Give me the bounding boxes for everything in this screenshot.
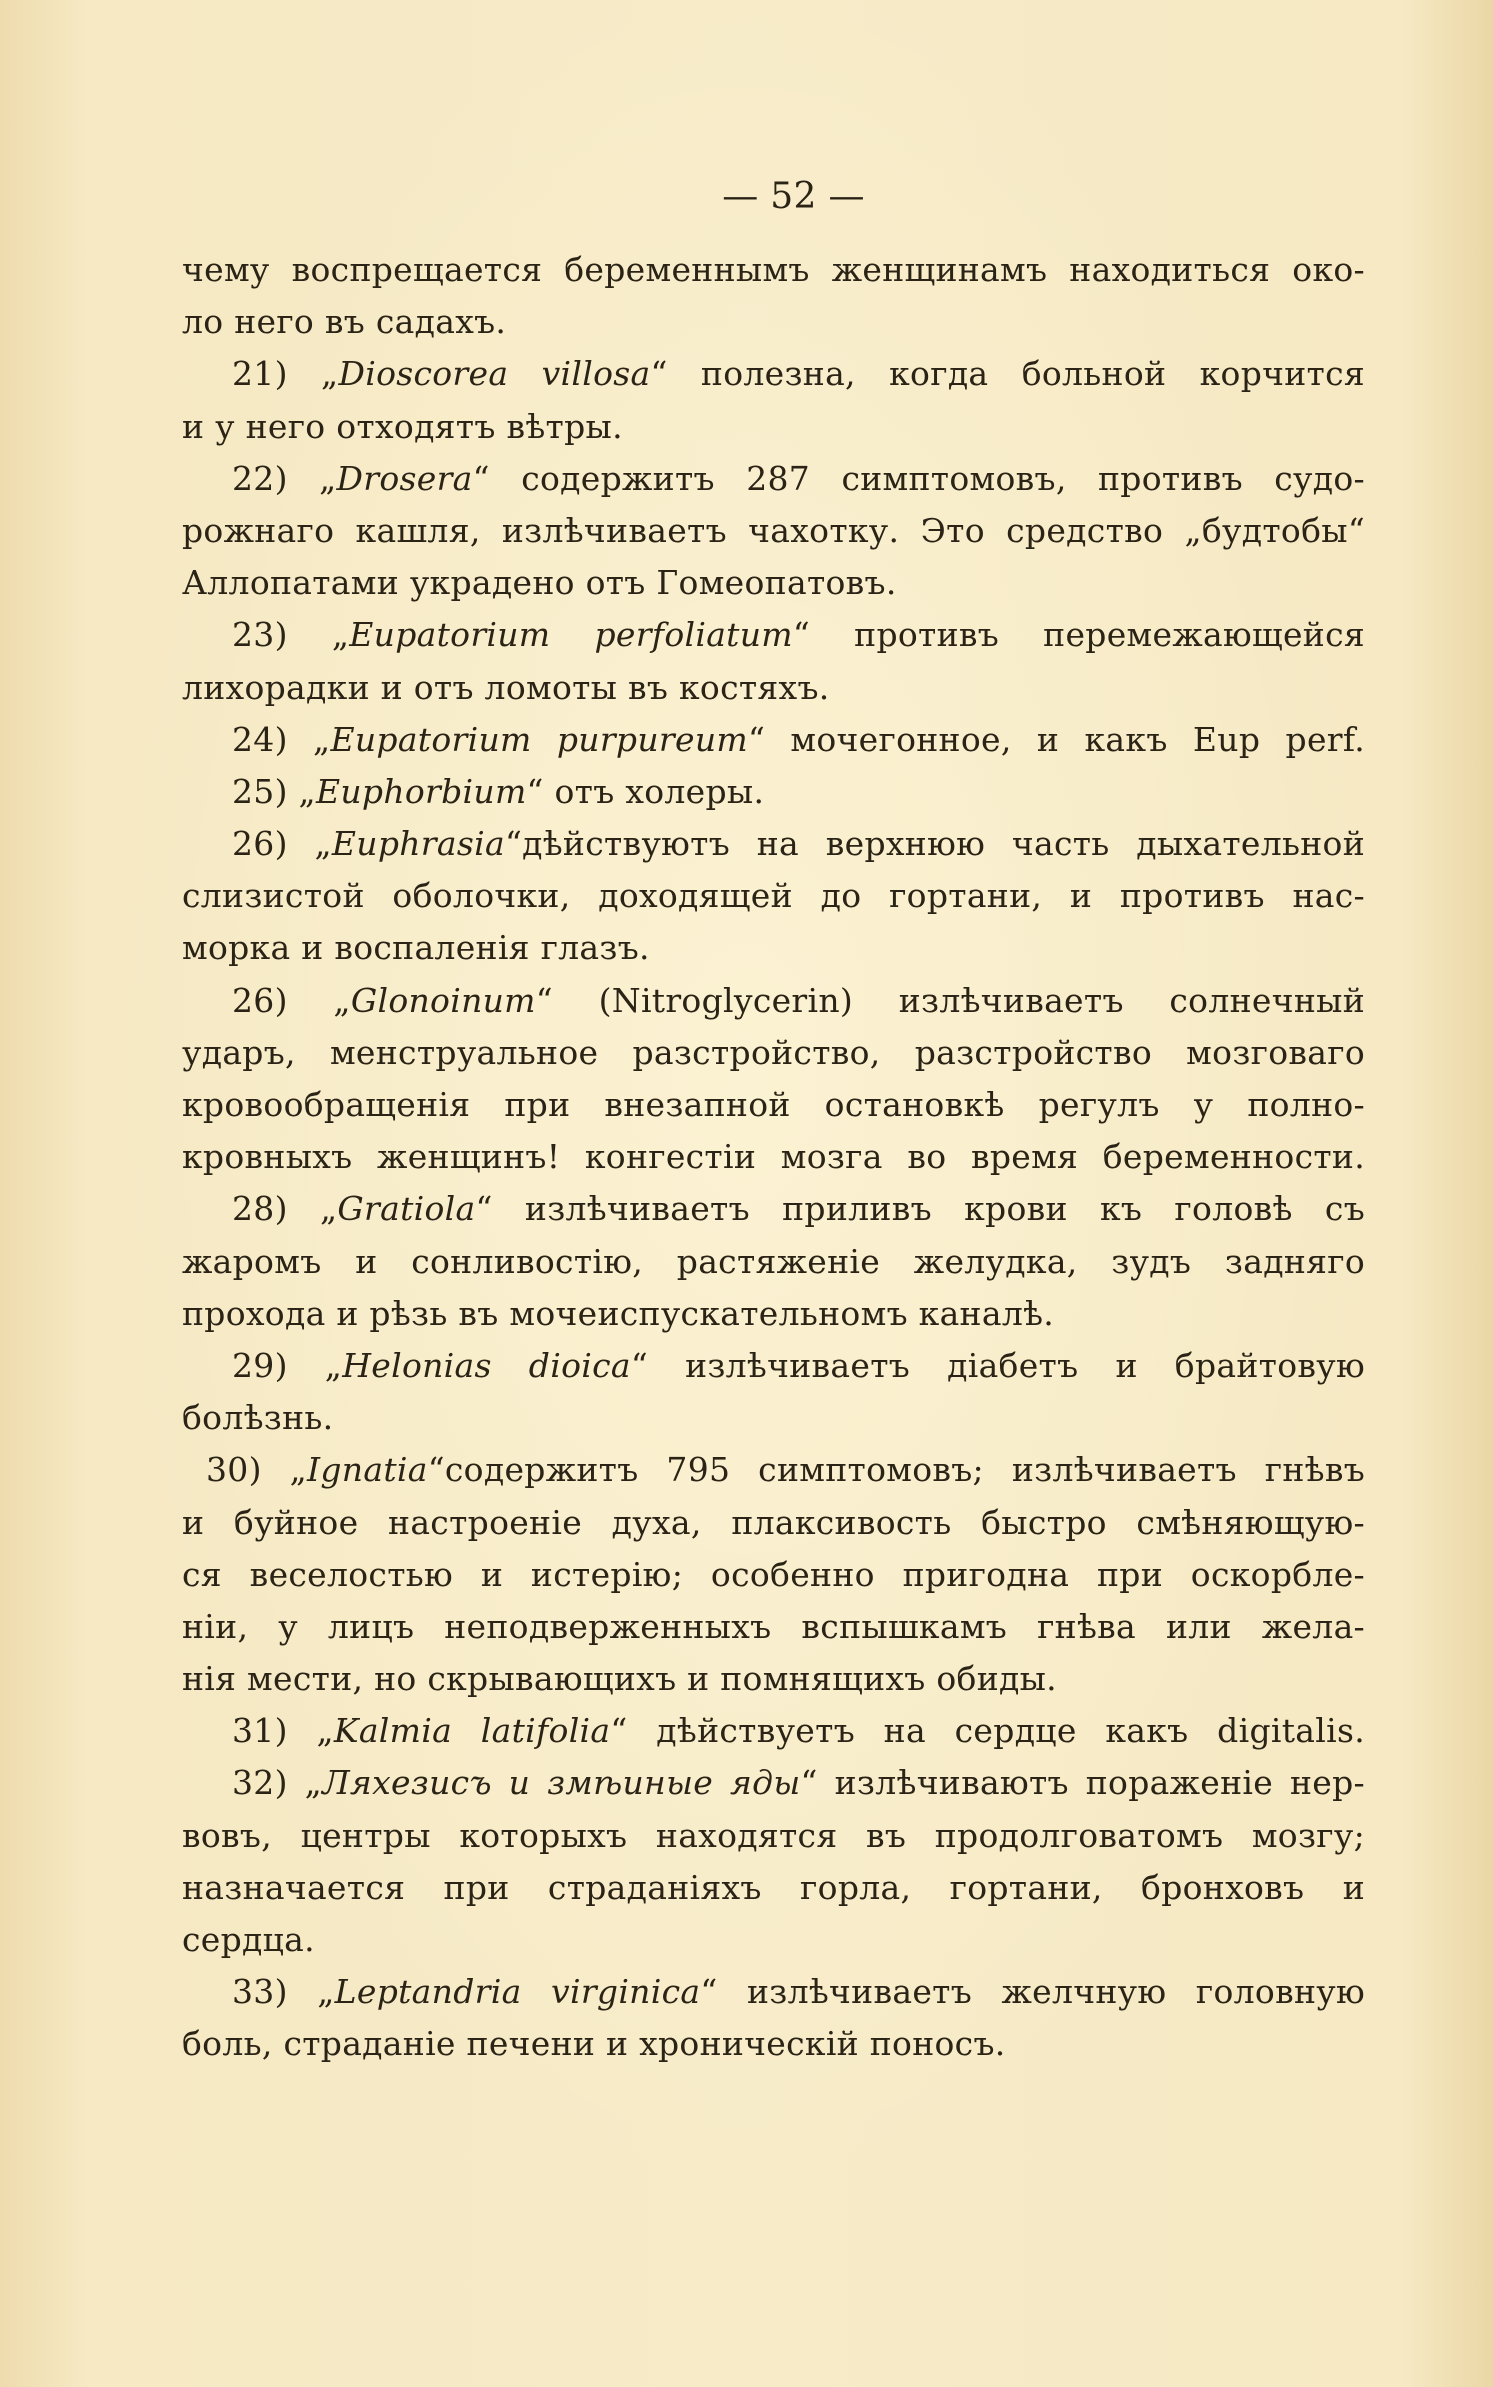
line-text: “ отъ холеры.	[526, 771, 765, 811]
text-line	[182, 1288, 1365, 1340]
line-text: 26) „	[232, 980, 351, 1020]
plant-name: Drosera	[336, 458, 473, 498]
line-text: 21) „	[232, 354, 339, 394]
line-text: кровообращенія при внезапной остановкѣ регулъ у полно-	[182, 1085, 1365, 1124]
line-text: “дѣйствуютъ на верхнюю часть дыхательной	[504, 824, 1365, 864]
text-line	[182, 870, 1365, 922]
text-line	[182, 453, 1365, 505]
plant-name: Eupatorium purpureum	[330, 719, 748, 759]
line-text: ніи, у лицъ неподверженныхъ вспышкамъ гнѣва или жела-	[182, 1606, 1365, 1646]
text-line	[182, 1810, 1365, 1862]
text-line	[182, 1340, 1365, 1392]
text-line	[182, 975, 1365, 1027]
text-line	[182, 609, 1365, 661]
text-line	[182, 557, 1365, 609]
line-text: “ полезна, когда больной корчится	[650, 354, 1365, 394]
plant-name: Kalmia latifolia	[333, 1711, 611, 1751]
text-line	[182, 296, 1365, 348]
line-text: болѣзнь.	[182, 1398, 334, 1438]
line-text: Аллопатами украдено отъ Гомеопатовъ.	[182, 563, 897, 603]
line-text: “ (Nitroglycerin) излѣчиваетъ солнечный	[535, 980, 1365, 1020]
line-text: кровныхъ женщинъ! конгестіи мозга во время беременности.	[182, 1137, 1365, 1177]
text-line	[182, 1183, 1365, 1235]
line-text: 24) „	[232, 719, 331, 759]
text-line	[182, 348, 1365, 400]
line-text: ударъ, менструальное разстройство, разстройство мозговаго	[182, 1032, 1365, 1072]
plant-name: Glonoinum	[350, 980, 536, 1020]
line-text: 32) „	[232, 1763, 323, 1803]
line-text: прохода и рѣзь въ мочеиспускательномъ каналѣ.	[182, 1293, 1055, 1333]
line-text: и буйное настроеніе духа, плаксивость быстро смѣняющую-	[182, 1502, 1365, 1542]
line-text: вовъ, центры которыхъ находятся въ продолговатомъ мозгу;	[182, 1815, 1365, 1855]
text-lines	[182, 244, 1365, 2071]
page-text	[182, 168, 1365, 2071]
line-text: “ противъ перемежающейся	[792, 615, 1365, 655]
text-line	[182, 818, 1365, 870]
text-line	[182, 1027, 1365, 1079]
line-text: 31) „	[232, 1711, 334, 1751]
text-line	[182, 1392, 1365, 1444]
text-line	[182, 1862, 1365, 1914]
line-text: “ мочегонное, и какъ Eup perf.	[747, 719, 1365, 759]
plant-name: Euphrasia	[331, 824, 505, 864]
line-text: “ излѣчиваетъ діабетъ и брайтовую	[630, 1345, 1365, 1385]
line-text: “ излѣчиваютъ пораженіе нер-	[800, 1763, 1365, 1803]
page-number: — 52 —	[722, 176, 865, 217]
text-line	[182, 1079, 1365, 1131]
text-line	[182, 1705, 1365, 1757]
line-text: “содержитъ 795 симптомовъ; излѣчиваетъ гнѣвъ	[427, 1450, 1365, 1490]
line-text: нія мести, но скрывающихъ и помнящихъ обиды.	[182, 1659, 1057, 1699]
line-text: “ излѣчиваетъ приливъ крови къ головѣ съ	[475, 1189, 1365, 1229]
line-text: ся веселостью и истерію; особенно пригодна при оскорбле-	[182, 1554, 1365, 1594]
text-line	[182, 244, 1365, 296]
plant-name: Helonias dioica	[342, 1345, 631, 1385]
text-line	[182, 1497, 1365, 1549]
plant-name: Euphorbium	[315, 771, 527, 811]
line-text: 23) „	[232, 615, 350, 655]
text-line	[182, 1131, 1365, 1183]
line-text: жаромъ и сонливостію, растяженіе желудка, зудъ задняго	[182, 1241, 1365, 1281]
line-text: 30) „	[206, 1450, 308, 1490]
text-line	[182, 1236, 1365, 1288]
line-text: “ дѣйствуетъ на сердце какъ digitalis.	[610, 1711, 1365, 1751]
plant-name: Leptandria virginica	[334, 1972, 701, 2012]
text-line	[182, 1549, 1365, 1601]
text-line	[182, 1914, 1365, 1966]
text-line	[182, 2018, 1365, 2070]
line-text: 28) „	[232, 1189, 338, 1229]
line-text: “ излѣчиваетъ желчную головную	[700, 1972, 1365, 2012]
text-line	[182, 401, 1365, 453]
plant-name: Ляхезисъ и змѣиные яды	[322, 1763, 801, 1803]
text-line	[182, 766, 1365, 818]
text-line	[182, 1653, 1365, 1705]
text-line	[182, 662, 1365, 714]
text-line	[182, 1444, 1365, 1496]
plant-name: Ignatia	[307, 1450, 428, 1490]
line-text: морка и воспаленія глазъ.	[182, 928, 650, 968]
line-text: 33) „	[232, 1972, 335, 2012]
line-text: чему воспрещается беременнымъ женщинамъ находиться око-	[182, 250, 1365, 289]
line-text: боль, страданіе печени и хроническій поносъ.	[182, 2024, 1006, 2064]
line-text: 25) „	[232, 771, 316, 811]
text-line	[182, 505, 1365, 557]
line-text: сердца.	[182, 1920, 315, 1959]
line-text: 26) „	[232, 824, 332, 864]
plant-name: Gratiola	[337, 1189, 476, 1229]
text-line	[182, 1601, 1365, 1653]
plant-name: Dioscorea villosa	[338, 354, 651, 394]
line-text: ло него въ садахъ.	[182, 302, 507, 342]
line-text: лихорадки и отъ ломоты въ костяхъ.	[182, 667, 830, 707]
line-text: “ содержитъ 287 симптомовъ, противъ судо-	[472, 458, 1365, 498]
text-line	[182, 1966, 1365, 2018]
line-text: рожнаго кашля, излѣчиваетъ чахотку. Это средство „будтобы“	[182, 510, 1365, 550]
plant-name: Eupatorium perfoliatum	[349, 615, 793, 655]
text-line	[182, 922, 1365, 974]
text-line	[182, 714, 1365, 766]
line-text: и у него отходятъ вѣтры.	[182, 406, 623, 446]
text-line	[182, 1757, 1365, 1809]
line-text: назначается при страданіяхъ горла, гортани, бронховъ и	[182, 1867, 1365, 1907]
line-text: слизистой оболочки, доходящей до гортани, и противъ нас-	[182, 876, 1365, 916]
line-text: 22) „	[232, 458, 337, 498]
line-text: 29) „	[232, 1345, 343, 1385]
